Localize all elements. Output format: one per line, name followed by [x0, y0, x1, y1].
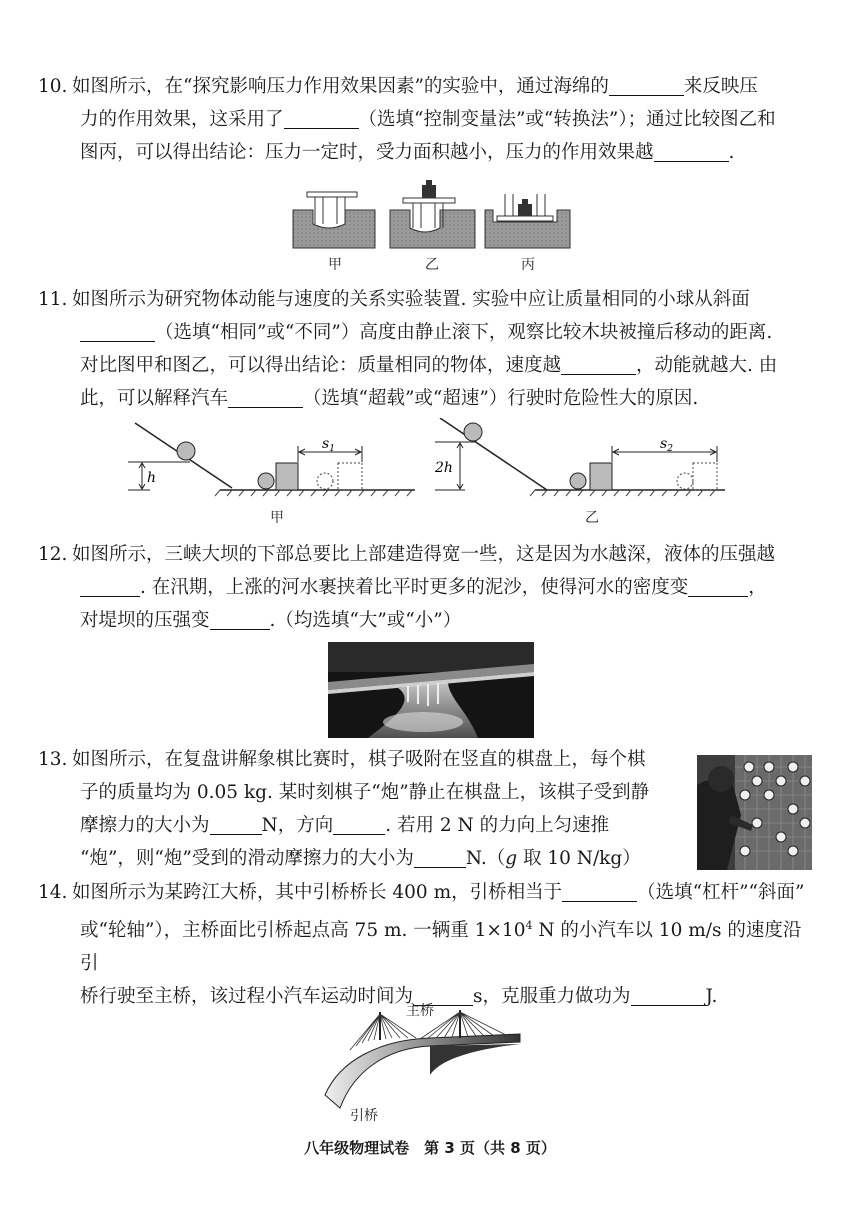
answer-blank[interactable]: [333, 812, 385, 835]
three-gorges-dam-photo: [328, 642, 534, 738]
question-14: 14. 如图所示为某跨江大桥，其中引桥桥长 400 m，引桥相当于 （选填“杠杆”“斜面” 或“轮轴”），主桥面比引桥起点高 75 m. 一辆重 $1\times 10^4$ N 的小汽车以 10 m/s 的速度沿引 桥行驶至主桥，该过程小汽车运动时间为 s，克服重力做功为 J.: [38, 876, 818, 1013]
question-11: 11. 如图所示为研究物体动能与速度的关系实验装置. 实验中应让质量相同的小球从斜面 （选填“相同”或“不同”）高度由静止滚下，观察比较木块被撞后移动的距离. 对比图甲和图乙，可以得出结论：质量相同的物体，速度越 ，动能就越大. 由 此，可以解释汽车 （选填“超载”或“超速”）行驶时危险性大的原因.: [38, 283, 818, 415]
sponge-pressure-figure: [285, 180, 585, 275]
height-label: h: [147, 470, 157, 486]
answer-blank[interactable]: [562, 879, 637, 902]
approach-bridge-label: 引桥: [350, 1108, 378, 1122]
answer-blank[interactable]: [210, 607, 270, 630]
question-number: 10.: [38, 76, 68, 97]
figure-label-yi: 乙: [425, 257, 439, 273]
distance-label: $s_2$: [660, 436, 673, 454]
bridge-figure: [320, 1000, 530, 1122]
sponge-yi: [390, 180, 475, 248]
answer-blank[interactable]: [654, 139, 729, 162]
question-number: 12.: [38, 544, 68, 565]
answer-blank[interactable]: [210, 812, 262, 835]
question-13: 13. 如图所示，在复盘讲解象棋比赛时，棋子吸附在竖直的棋盘上，每个棋 子的质量均为 0.05 kg. 某时刻棋子“炮”静止在棋盘上，该棋子受到静 摩擦力的大小为 N，方向 . 若用 2 N 的力向上匀速推 “炮”，则“炮”受到的滑动摩擦力的大小为 N.（g 取 10 N/kg）: [38, 743, 678, 875]
figure-label-jia: 甲: [328, 257, 342, 273]
page-footer: 八年级物理试卷 第 3 页（共 8 页）: [304, 1139, 556, 1157]
kinetic-energy-figure-jia: [120, 418, 420, 528]
sponge-jia: [293, 192, 375, 248]
answer-blank[interactable]: [561, 352, 636, 375]
question-10: 10. 如图所示，在“探究影响压力作用效果因素”的实验中，通过海绵的 来反映压 力的作用效果，这采用了 （选填“控制变量法”或“转换法”）；通过比较图乙和 图丙，可以得出结论：压力一定时，受力面积越小，压力的作用效果越 .: [38, 70, 818, 169]
figure-label-yi: 乙: [585, 510, 599, 526]
question-12: 12. 如图所示，三峡大坝的下部总要比上部建造得宽一些，这是因为水越深，液体的压强越 . 在汛期，上涨的河水裹挟着比平时更多的泥沙，使得河水的密度变 ， 对堤坝的压强变 .（均选填“大”或“小”）: [38, 538, 818, 637]
answer-blank[interactable]: [609, 73, 684, 96]
chess-board-photo: [697, 755, 812, 870]
figure-label-bing: 丙: [521, 257, 535, 273]
figure-label-jia: 甲: [270, 510, 284, 526]
answer-blank[interactable]: [228, 385, 303, 408]
main-bridge-label: 主桥: [406, 1003, 434, 1019]
answer-blank[interactable]: [284, 106, 359, 129]
answer-blank[interactable]: [80, 574, 140, 597]
sponge-bing: [485, 194, 570, 248]
answer-blank[interactable]: [414, 845, 466, 868]
answer-blank[interactable]: [80, 319, 155, 342]
height-label: 2h: [435, 460, 453, 476]
distance-label: $s_1$: [322, 436, 335, 454]
question-number: 13.: [38, 749, 68, 770]
answer-blank[interactable]: [688, 574, 748, 597]
kinetic-energy-figure-yi: [435, 418, 735, 528]
question-number: 11.: [38, 289, 68, 310]
answer-blank[interactable]: [631, 983, 706, 1006]
question-number: 14.: [38, 882, 68, 903]
